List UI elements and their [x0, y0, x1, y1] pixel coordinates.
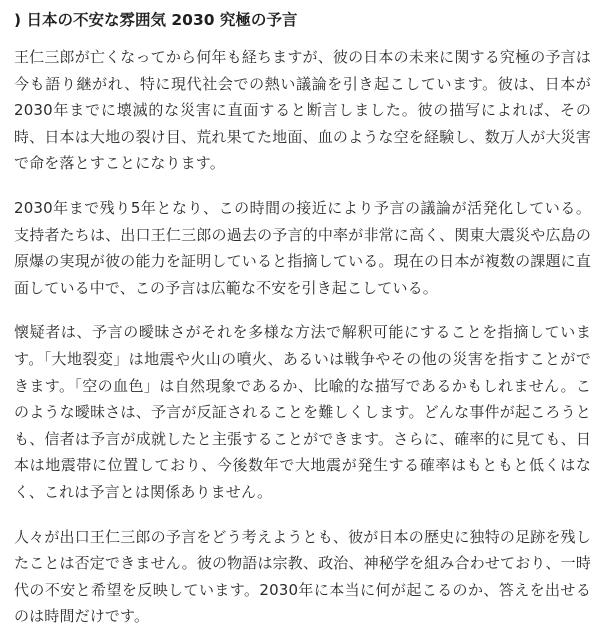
article-paragraph-1: 王仁三郎が亡くなってから何年も経ちますが、彼の日本の未来に関する究極の予言は今も語り継がれ、特に現代社会での熱い議論を引き起こしています。彼は、日本が2030年までに壊滅的な災害に直面すると断言しました。彼の描写によれば、その時、日本は大地の裂け目、荒れ果てた地面、血のような空を経験し、数万人が大災害で命を落とすことになります。 — [14, 48, 591, 173]
article-paragraph-4: 人々が出口王仁三郎の予言をどう考えようとも、彼が日本の歴史に独特の足跡を残したことは否定できません。彼の物語は宗教、政治、神秘学を組み合わせており、一時代の不安と希望を反映しています。2030年に本当に何が起こるのか、答えを出せるのは時間だけです。 — [14, 527, 591, 626]
article-paragraph-3: 懐疑者は、予言の曖昧さがそれを多様な方法で解釈可能にすることを指摘しています。「大地裂変」は地震や火山の噴火、あるいは戦争やその他の災害を指すことができます。「空の血色」は自然現象であるか、比喩的な描写であるかもしれません。このような曖昧さは、予言が反証されることを難しくします。どんな事件が起ころうとも、信者は予言が成就したと主張することができます。さらに、確率的に見ても、日本は地震帯に位置しており、今後数年で大地震が発生する確率はもともと低くはなく、これは予言とは関係ありません。 — [14, 323, 591, 501]
article-paragraph-2: 2030年まで残り5年となり、この時間の接近により予言の議論が活発化している。支持者たちは、出口王仁三郎の過去の予言的中率が非常に高く、関東大震災や広島の原爆の実現が彼の能力を証明していると指摘している。現在の日本が複数の課題に直面している中で、この予言は広範な不安を引き起こしている。 — [14, 198, 591, 297]
article-heading: ) 日本の不安な雰囲気 2030 究極の予言 — [14, 11, 298, 29]
